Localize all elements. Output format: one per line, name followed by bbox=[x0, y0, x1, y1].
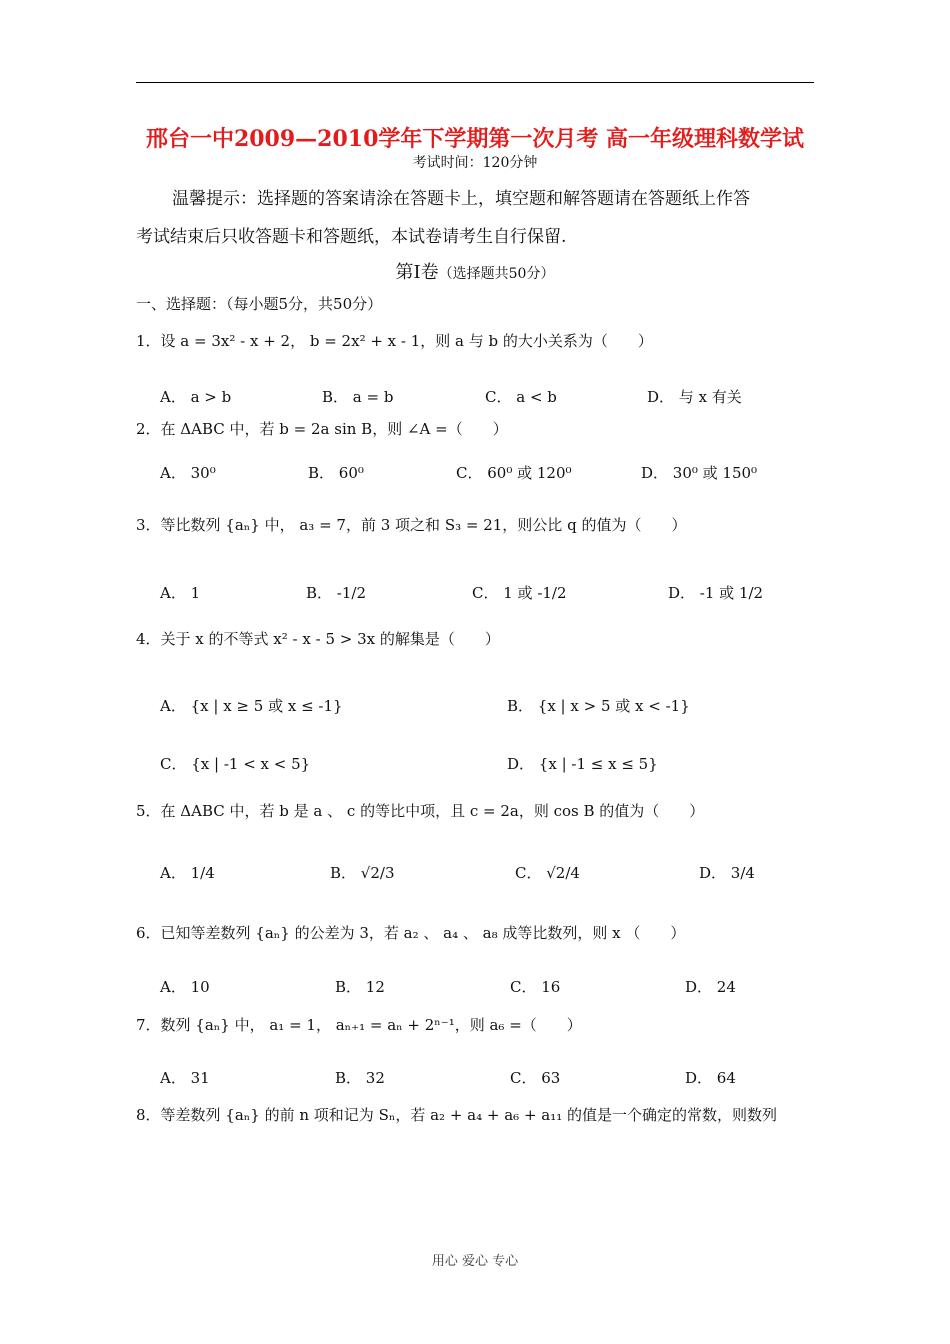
tip-line-1: 温馨提示：选择题的答案请涂在答题卡上，填空题和解答题请在答题纸上作答 bbox=[172, 189, 750, 209]
question-7-stem: 7．数列 {aₙ} 中， a₁ = 1， aₙ₊₁ = aₙ + 2ⁿ⁻¹，则 a₆ =（ ） bbox=[136, 1016, 582, 1034]
section-heading: 一、选择题：（每小题5分，共50分） bbox=[136, 295, 383, 313]
page-title: 邢台一中2009—2010学年下学期第一次月考 高一年级理科数学试 bbox=[145, 126, 805, 152]
volume-note: （选择题共50分） bbox=[438, 266, 555, 282]
q5-option-a: A． 1/4 bbox=[160, 864, 215, 882]
question-6-stem: 6．已知等差数列 {aₙ} 的公差为 3，若 a₂ 、 a₄ 、 a₈ 成等比数列，则 x （ ） bbox=[136, 924, 686, 942]
top-rule bbox=[136, 82, 814, 83]
q6-option-a: A． 10 bbox=[160, 978, 210, 996]
page-footer: 用心 爱心 专心 bbox=[431, 1254, 519, 1269]
q2-option-a: A． 30⁰ bbox=[160, 464, 216, 482]
q2-option-b: B． 60⁰ bbox=[308, 464, 364, 482]
q3-option-a: A． 1 bbox=[160, 584, 201, 602]
q7-option-d: D． 64 bbox=[685, 1069, 736, 1087]
q3-option-c: C． 1 或 -1/2 bbox=[472, 584, 567, 602]
q5-option-d: D． 3/4 bbox=[699, 864, 755, 882]
q4-option-c: C． {x | -1 < x < 5} bbox=[160, 755, 311, 773]
q3-option-b: B． -1/2 bbox=[306, 584, 367, 602]
q5-option-b: B． √2/3 bbox=[330, 864, 395, 882]
volume-title: 第Ⅰ卷 bbox=[395, 262, 439, 283]
volume-heading bbox=[136, 258, 814, 284]
question-4-stem: 4．关于 x 的不等式 x² - x - 5 > 3x 的解集是（ ） bbox=[136, 630, 500, 648]
q6-option-b: B． 12 bbox=[335, 978, 385, 996]
q7-option-c: C． 63 bbox=[510, 1069, 561, 1087]
question-1-stem: 1．设 a = 3x² - x + 2， b = 2x² + x - 1，则 a 与 b 的大小关系为（ ） bbox=[136, 332, 653, 350]
q2-option-c: C． 60⁰ 或 120⁰ bbox=[456, 464, 572, 482]
question-5-stem: 5．在 ΔABC 中，若 b 是 a 、 c 的等比中项，且 c = 2a，则 cos B 的值为（ ） bbox=[136, 802, 705, 820]
q1-option-b: B． a = b bbox=[322, 388, 394, 406]
q3-option-d: D． -1 或 1/2 bbox=[668, 584, 764, 602]
q7-option-b: B． 32 bbox=[335, 1069, 385, 1087]
q1-option-c: C． a < b bbox=[485, 388, 557, 406]
q1-option-a: A． a > b bbox=[160, 388, 232, 406]
q1-option-d: D． 与 x 有关 bbox=[647, 388, 742, 406]
tip-line-2: 考试结束后只收答题卡和答题纸，本试卷请考生自行保留. bbox=[136, 227, 567, 247]
q7-option-a: A． 31 bbox=[160, 1069, 210, 1087]
q6-option-d: D． 24 bbox=[685, 978, 736, 996]
question-8-stem: 8．等差数列 {aₙ} 的前 n 项和记为 Sₙ，若 a₂ + a₄ + a₆ + a₁₁ 的值是一个确定的常数，则数列 bbox=[136, 1106, 778, 1124]
q4-option-a: A． {x | x ≥ 5 或 x ≤ -1} bbox=[160, 697, 343, 715]
question-2-stem: 2．在 ΔABC 中，若 b = 2a sin B，则 ∠A =（ ） bbox=[136, 420, 508, 438]
question-3-stem: 3．等比数列 {aₙ} 中， a₃ = 7，前 3 项之和 S₃ = 21，则公比 q 的值为（ ） bbox=[136, 516, 687, 534]
q4-option-b: B． {x | x > 5 或 x < -1} bbox=[507, 697, 690, 715]
q5-option-c: C． √2/4 bbox=[515, 864, 580, 882]
q6-option-c: C． 16 bbox=[510, 978, 561, 996]
exam-duration: 考试时间：120分钟 bbox=[412, 155, 538, 171]
q2-option-d: D． 30⁰ 或 150⁰ bbox=[641, 464, 758, 482]
q4-option-d: D． {x | -1 ≤ x ≤ 5} bbox=[507, 755, 658, 773]
